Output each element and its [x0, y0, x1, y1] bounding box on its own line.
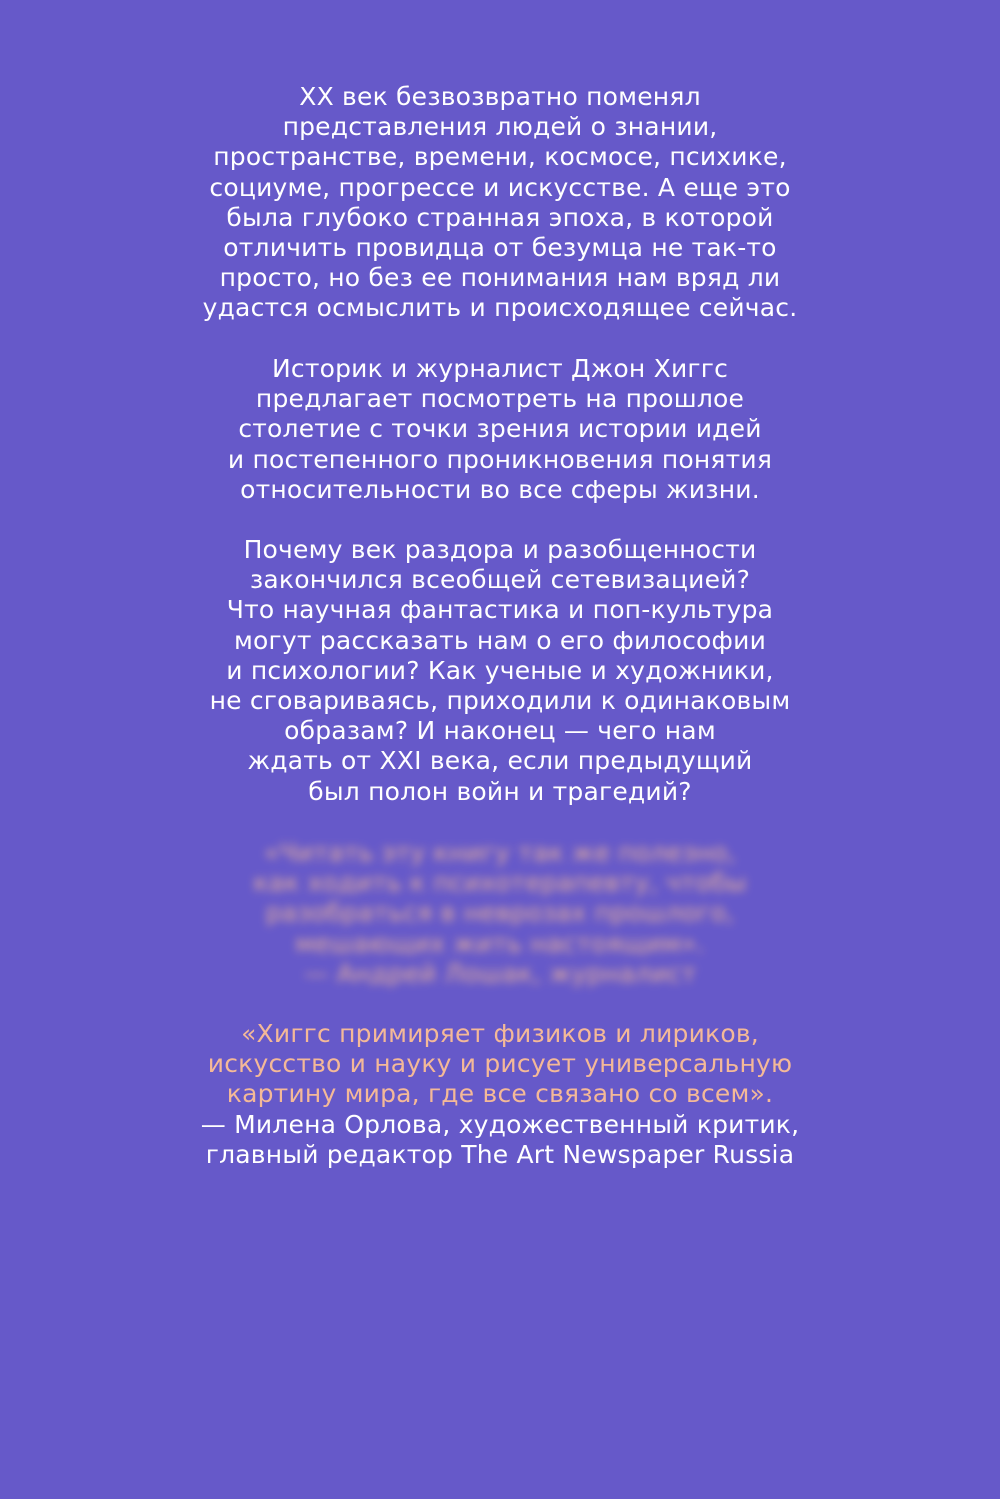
- quote-line: «Хиггс примиряет физиков и лириков,: [241, 1019, 759, 1048]
- description-paragraph-2: [0, 354, 1000, 505]
- quote-attribution: главный редактор The Art Newspaper Russia: [205, 1139, 795, 1169]
- quote-line: картину мира, где все связано со всем».: [226, 1079, 774, 1109]
- text-line: удастся осмыслить и происходящее сейчас.: [202, 293, 798, 323]
- text-line: предлагает посмотреть на прошлое: [255, 384, 745, 414]
- quote-line: искусство и науку и рисует универсальную: [207, 1049, 793, 1079]
- quote-line: как ходить к психотерапевту, чтобы: [253, 868, 747, 898]
- text-line: ХХ век безвозвратно поменял: [299, 82, 701, 111]
- quote-line: разобраться в неврозах прошлого,: [265, 898, 735, 928]
- quote-attribution: — Андрей Лошак, журналист: [303, 958, 697, 988]
- text-line: столетие с точки зрения истории идей: [238, 414, 762, 444]
- text-line: социуме, прогрессе и искусстве. А еще это: [209, 172, 791, 202]
- description-paragraph-1: [0, 82, 1000, 324]
- quote-line: мешающих жить настоящим».: [295, 928, 705, 958]
- text-line: образам? И наконец — чего нам: [284, 716, 716, 746]
- text-line: представления людей о знании,: [282, 112, 718, 142]
- text-line: был полон войн и трагедий?: [308, 776, 692, 806]
- text-line: относительности во все сферы жизни.: [240, 474, 760, 504]
- review-quote: [0, 1019, 1000, 1170]
- text-line: не сговариваясь, приходили к одинаковым: [209, 686, 791, 716]
- quote-line: «Читать эту книгу так же полезно,: [264, 838, 736, 867]
- text-line: Историк и журналист Джон Хиггс: [271, 354, 729, 383]
- text-line: была глубоко странная эпоха, в которой: [226, 202, 774, 232]
- text-line: и постепенного проникновения понятия: [227, 444, 773, 474]
- text-line: могут рассказать нам о его философии: [233, 625, 767, 655]
- text-line: пространстве, времени, космосе, психике,: [213, 142, 787, 172]
- quote-attribution: — Милена Орлова, художественный критик,: [200, 1109, 800, 1139]
- description-paragraph-3: [0, 535, 1000, 807]
- text-line: ждать от XXI века, если предыдущий: [247, 746, 753, 776]
- text-line: отличить провидца от безумца не так-то: [223, 233, 777, 263]
- text-line: закончился всеобщей сетевизацией?: [249, 565, 751, 595]
- text-line: и психологии? Как ученые и художники,: [226, 655, 774, 685]
- text-line: просто, но без ее понимания нам вряд ли: [219, 263, 781, 293]
- text-line: Почему век раздора и разобщенности: [243, 535, 757, 564]
- text-line: Что научная фантастика и поп-культура: [226, 595, 774, 625]
- blurred-review-quote: [0, 838, 1000, 989]
